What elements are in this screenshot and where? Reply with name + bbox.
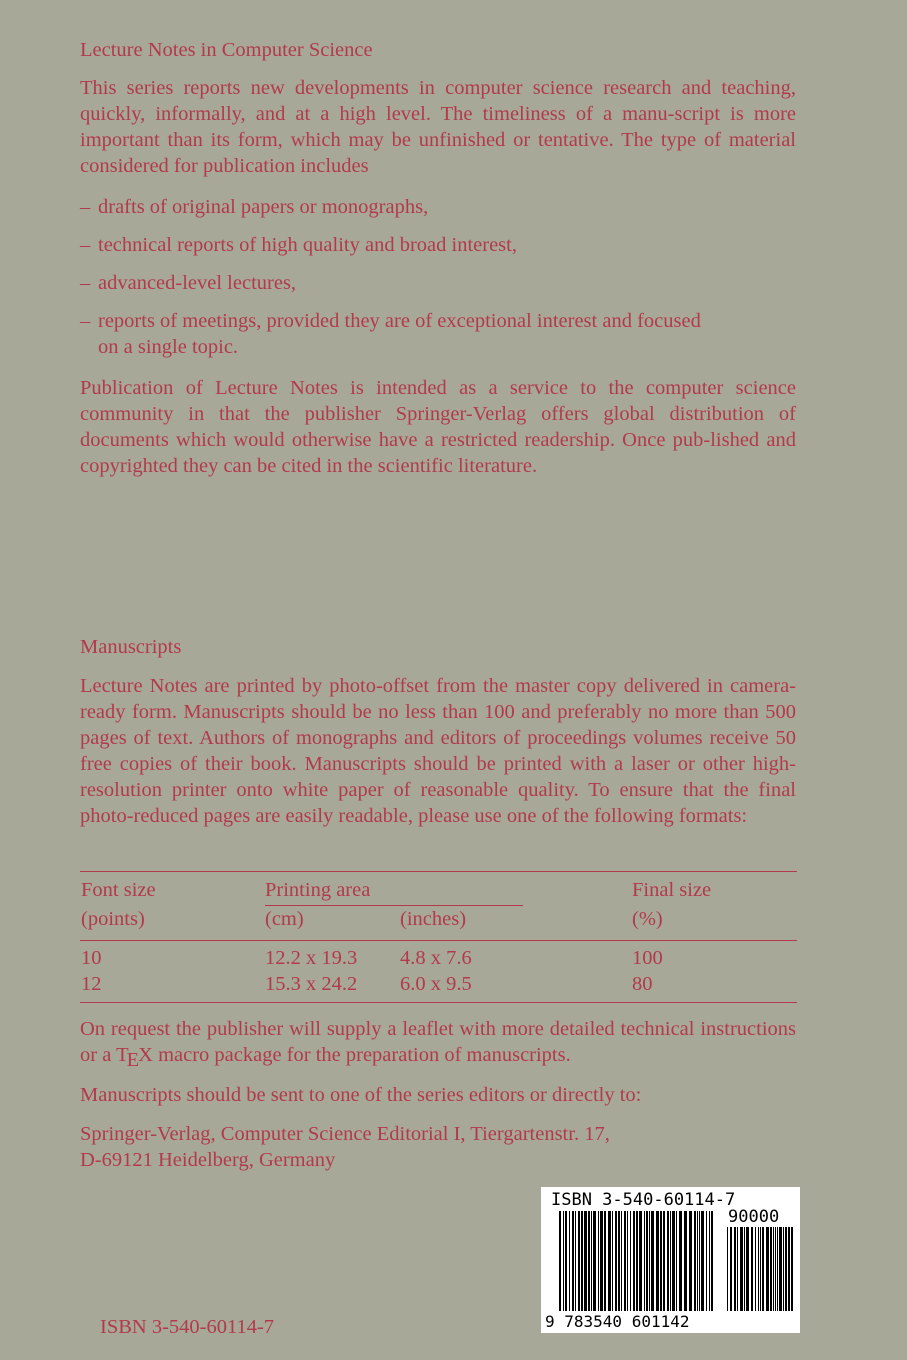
barcode-bar [639,1211,642,1311]
barcode-bar [651,1211,654,1311]
barcode-bar [563,1211,564,1311]
barcode-bar [751,1227,753,1311]
table-bottom-rule [80,1002,797,1003]
header-printing-area: Printing area [265,879,371,901]
bullet-item-2: – technical reports of high quality and broad interest, [80,234,517,256]
barcode-bar [667,1211,669,1311]
barcode-bar [633,1211,635,1311]
barcode-bar [559,1211,561,1311]
barcode-bar [727,1227,728,1311]
barcode-bar [572,1211,574,1311]
barcode-bar [762,1227,764,1311]
barcode-bar [575,1211,576,1311]
bullet-item-4: – reports of meetings, provided they are of exceptional interest and focused on a single topic. [80,308,800,360]
row-2-cm: 15.3 x 24.2 [265,973,358,995]
barcode-bar [775,1227,776,1311]
table-top-rule [80,871,797,872]
barcode-bar [746,1227,749,1311]
barcode-bar [593,1211,596,1311]
table-header-rule [80,940,797,941]
series-intro: This series reports new developments in computer science research and teaching, quickly, informally, and at a high level. The timeliness of a manu-script is more important than its form, which may be unfinished or tentative. The type of material considered for publication includes [80,77,796,177]
barcode-bar [783,1227,784,1311]
barcode-bar [711,1211,713,1311]
address-line-2: D-69121 Heidelberg, Germany [80,1149,336,1171]
barcode-bar [612,1211,613,1311]
bullet-continuation: on a single topic. [98,336,239,358]
barcode-bar [636,1211,638,1311]
row-1-final: 100 [632,947,663,969]
barcode-bar [624,1211,626,1311]
barcode-ean-digits: 9 783540 601142 [545,1312,690,1331]
barcode-bar [676,1211,677,1311]
barcode-bar [604,1211,606,1311]
barcode-bar [730,1227,732,1311]
barcode-bar [689,1211,692,1311]
barcode-bar [785,1227,787,1311]
barcode-bar [770,1227,772,1311]
barcode-bar [670,1211,671,1311]
header-font-unit: (points) [81,908,145,930]
send-to-line: Manuscripts should be sent to one of the series editors or directly to: [80,1084,642,1106]
barcode-bar [737,1227,738,1311]
barcode-bar [672,1211,675,1311]
barcode-bar [791,1227,793,1311]
barcode-bar [766,1227,769,1311]
barcode-bar [608,1211,611,1311]
barcode-bar [740,1227,743,1311]
barcode-bar [578,1211,580,1311]
barcode-bar [684,1211,687,1311]
barcode-addon-digits: 90000 [728,1207,780,1227]
barcode-bar [627,1211,628,1311]
row-1-inches: 4.8 x 7.6 [400,947,472,969]
barcode-bar [644,1211,645,1311]
barcode-bar [663,1211,665,1311]
bullet-text: advanced-level lectures, [98,272,297,294]
barcode-bar [588,1211,590,1311]
row-2-inches: 6.0 x 9.5 [400,973,472,995]
barcode-bar [660,1211,662,1311]
request-text-end: macro package for the preparation of manuscripts. [152,1044,571,1066]
bullet-text: technical reports of high quality and broad interest, [98,234,517,256]
barcode-bar [656,1211,659,1311]
manuscripts-paragraph: Lecture Notes are printed by photo-offset from the master copy delivered in camera-ready form. Manuscripts should be no less than 100 and preferably no more than 500 pages of text. Authors of monographs and editors of proceedings volumes receive 50 free copies of their book. Manuscripts should be printed with a laser or other high-resolution printer onto white paper of reasonable quality. To ensure that the final photo-reduced pages are easily readable, please use one of the following formats: [80,675,796,827]
header-percent: (%) [632,908,663,930]
barcode-bar [694,1211,696,1311]
barcode-bar [699,1211,700,1311]
barcode-bar [734,1227,736,1311]
barcode-bar [565,1211,567,1311]
row-1-cm: 12.2 x 19.3 [265,947,358,969]
barcode-bar [615,1211,617,1311]
barcode-bar [773,1227,774,1311]
barcode-bar [709,1211,710,1311]
barcode-bar [777,1227,778,1311]
barcode [541,1187,800,1333]
header-inches: (inches) [400,908,467,930]
barcode-bar [630,1211,631,1311]
barcode-bar [621,1211,622,1311]
manuscripts-title: Manuscripts [80,636,182,658]
barcode-bar [758,1227,759,1311]
publication-paragraph: Publication of Lecture Notes is intended as a service to the computer science community in that the publisher Springer-Verlag offers global distribution of documents which would otherwise have a restricted readership. Once pub-lished and copyrighted they can be cited in the scientific literature. [80,377,796,477]
bullet-text: reports of meetings, provided they are of exceptional interest and focused [98,310,701,332]
barcode-bar [701,1211,704,1311]
barcode-bar [584,1211,587,1311]
barcode-bar [779,1227,782,1311]
tex-letter-t: T [116,1044,129,1066]
barcode-bar [760,1227,761,1311]
tex-letter-x: X [138,1044,153,1066]
tex-letter-e: E [126,1049,140,1071]
barcode-bar [569,1211,570,1311]
barcode-bar [581,1211,583,1311]
header-cm: (cm) [265,908,304,930]
barcode-bar [679,1211,682,1311]
barcode-bar [706,1211,707,1311]
barcode-isbn-label: ISBN 3-540-60114-7 [551,1190,736,1210]
barcode-bar [600,1211,603,1311]
request-text: On request the publisher will supply a leaflet with more detailed technical instructions or a [80,1018,796,1066]
series-title: Lecture Notes in Computer Science [80,39,373,61]
barcode-bar [649,1211,650,1311]
barcode-bar [646,1211,648,1311]
row-1-font: 10 [81,947,102,969]
barcode-bar [591,1211,592,1311]
row-2-final: 80 [632,973,653,995]
header-font-size: Font size [81,879,156,901]
barcode-bar [755,1227,756,1311]
barcode-bar [697,1211,698,1311]
header-final-size: Final size [632,879,712,901]
barcode-bar [788,1227,790,1311]
barcode-bar [618,1211,620,1311]
tex-logo [116,1044,153,1071]
barcode-bar [744,1227,745,1311]
bullet-item-3: – advanced-level lectures, [80,272,297,294]
address-line-1: Springer-Verlag, Computer Science Editorial I, Tiergartenstr. 17, [80,1123,610,1145]
row-2-font: 12 [81,973,102,995]
footer-isbn: ISBN 3-540-60114-7 [100,1316,275,1338]
request-paragraph [80,1016,796,1071]
bullet-item-1: – drafts of original papers or monographs, [80,196,429,218]
barcode-bar [598,1211,599,1311]
bullet-text: drafts of original papers or monographs, [98,196,429,218]
